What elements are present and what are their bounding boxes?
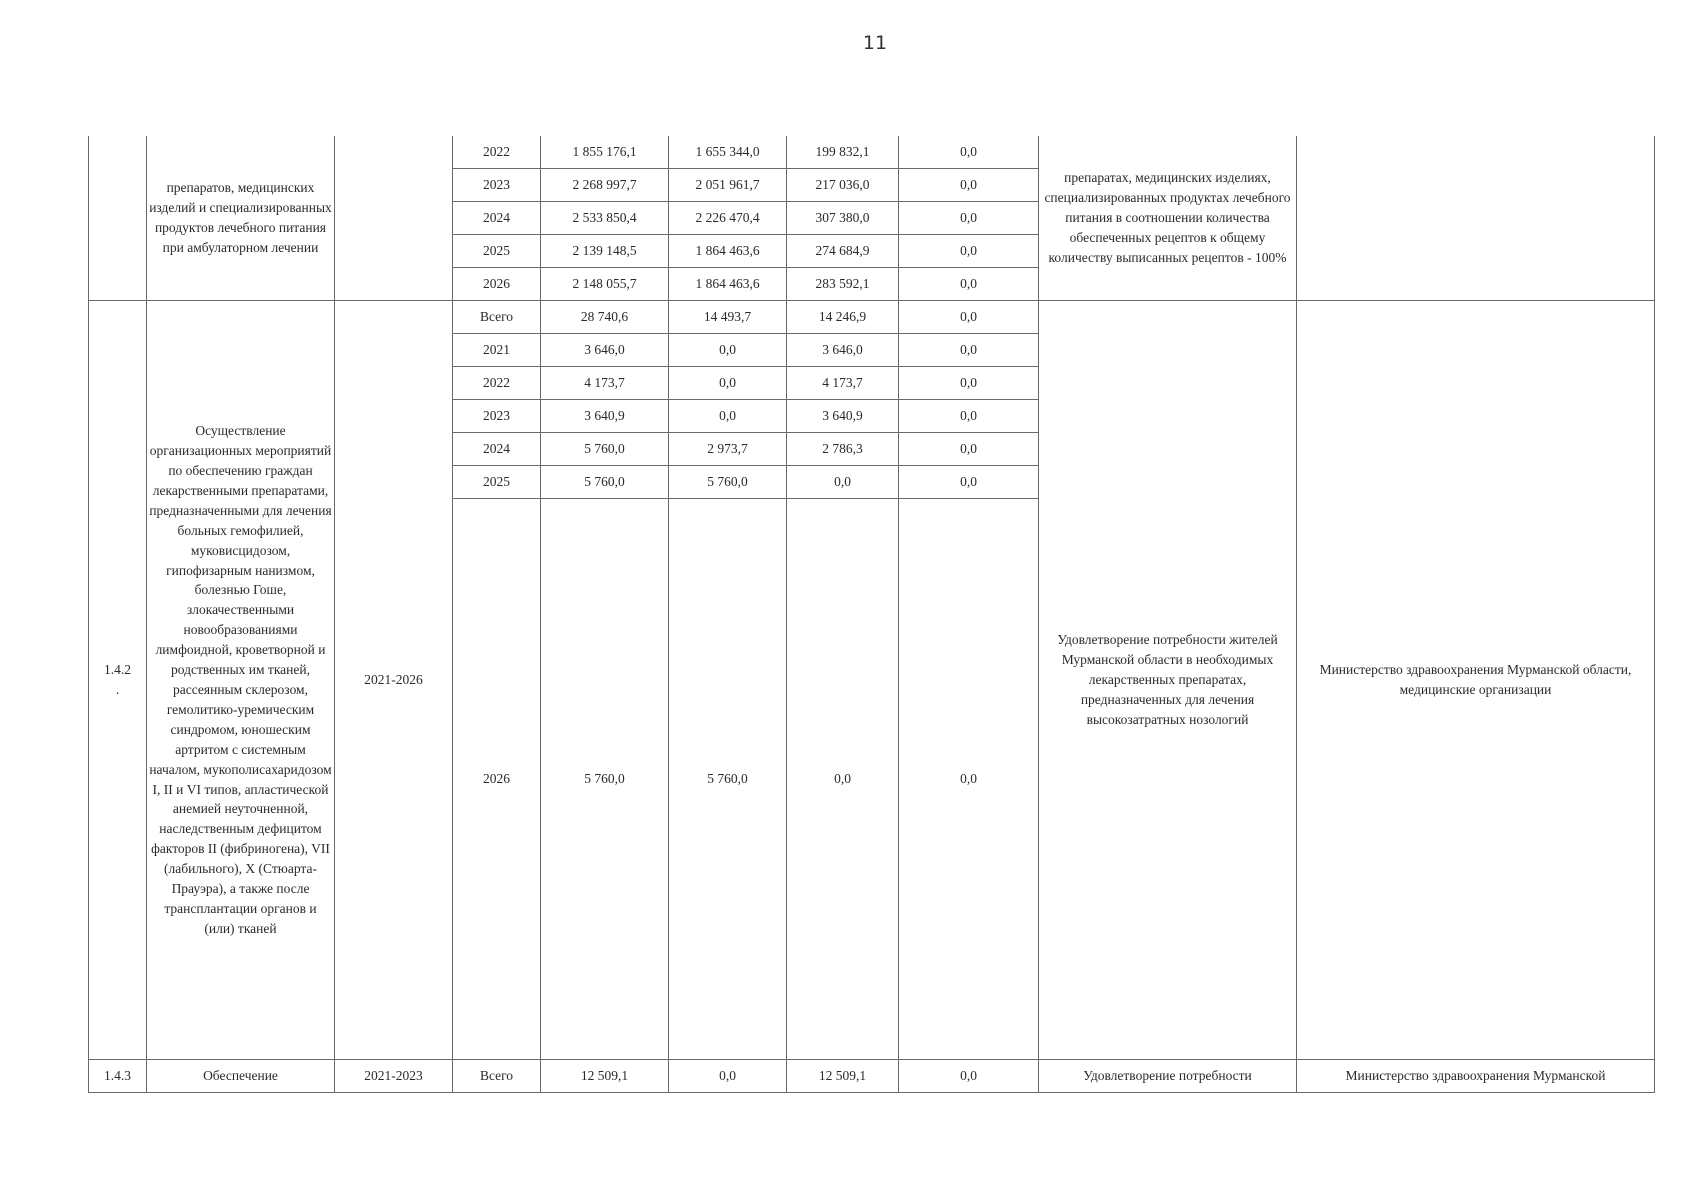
funding-cell: 0,0 bbox=[787, 499, 899, 1060]
funding-cell: 0,0 bbox=[899, 334, 1039, 367]
year-cell: 2025 bbox=[453, 235, 541, 268]
funding-cell: 0,0 bbox=[669, 367, 787, 400]
total-cell: 2 533 850,4 bbox=[541, 202, 669, 235]
funding-cell: 0,0 bbox=[899, 169, 1039, 202]
item-description: Осуществление организационных мероприятий по обеспечению граждан лекарственными препаратами, предназначенными для лечения больных гемофилией, муковисцидозом, гипофизарным нанизмом, болезнью Гоше, злокачественными новообразованиями лимфоидной, кроветворной и родственных им тканей, рассеянным склерозом, гемолитико-уремическим синдромом, юношеским артритом с системным началом, мукополисахаридозом I, II и VI типов, апластической анемией неуточненной, наследственным дефицитом факторов II (фибриногена), VII (лабильного), X (Стюарта-Прауэра), а также после трансплантации органов и (или) тканей bbox=[147, 301, 335, 1060]
funding-cell: 1 655 344,0 bbox=[669, 136, 787, 169]
total-cell: 2 139 148,5 bbox=[541, 235, 669, 268]
year-cell: 2022 bbox=[453, 136, 541, 169]
funding-cell: 2 786,3 bbox=[787, 433, 899, 466]
total-cell: 1 855 176,1 bbox=[541, 136, 669, 169]
funding-cell: 0,0 bbox=[669, 1060, 787, 1093]
page-number: 11 bbox=[862, 32, 888, 54]
funding-cell: 4 173,7 bbox=[787, 367, 899, 400]
year-cell: 2026 bbox=[453, 499, 541, 1060]
funding-cell: 3 646,0 bbox=[787, 334, 899, 367]
year-cell: 2025 bbox=[453, 466, 541, 499]
funding-cell: 3 640,9 bbox=[787, 400, 899, 433]
year-cell: 2024 bbox=[453, 433, 541, 466]
item-period: 2021-2026 bbox=[335, 301, 453, 1060]
total-cell: 3 646,0 bbox=[541, 334, 669, 367]
funding-cell: 307 380,0 bbox=[787, 202, 899, 235]
executor-cell: Министерство здравоохранения Мурманской области, медицинские организации bbox=[1297, 301, 1655, 1060]
executor-cell: Министерство здравоохранения Мурманской bbox=[1297, 1060, 1655, 1093]
year-cell: 2021 bbox=[453, 334, 541, 367]
funding-cell: 14 246,9 bbox=[787, 301, 899, 334]
funding-cell: 2 226 470,4 bbox=[669, 202, 787, 235]
table-row bbox=[89, 301, 1655, 334]
funding-cell: 14 493,7 bbox=[669, 301, 787, 334]
funding-cell: 274 684,9 bbox=[787, 235, 899, 268]
item-period: 2021-2023 bbox=[335, 1060, 453, 1093]
funding-cell: 0,0 bbox=[899, 235, 1039, 268]
year-cell: 2026 bbox=[453, 268, 541, 301]
total-cell: 12 509,1 bbox=[541, 1060, 669, 1093]
executor-cell bbox=[1297, 136, 1655, 301]
funding-cell: 0,0 bbox=[899, 268, 1039, 301]
funding-cell: 0,0 bbox=[899, 136, 1039, 169]
total-cell: 5 760,0 bbox=[541, 466, 669, 499]
table-row bbox=[89, 136, 1655, 169]
total-cell: 3 640,9 bbox=[541, 400, 669, 433]
year-cell: 2023 bbox=[453, 400, 541, 433]
funding-cell: 12 509,1 bbox=[787, 1060, 899, 1093]
funding-cell: 0,0 bbox=[899, 499, 1039, 1060]
table-row bbox=[89, 1060, 1655, 1093]
funding-cell: 0,0 bbox=[899, 400, 1039, 433]
program-activities-table bbox=[88, 136, 1655, 1093]
funding-cell: 0,0 bbox=[899, 466, 1039, 499]
item-number: 1.4.3 bbox=[89, 1060, 147, 1093]
funding-cell: 5 760,0 bbox=[669, 499, 787, 1060]
item-description: препаратов, медицинских изделий и специализированных продуктов лечебного питания при амбулаторном лечении bbox=[147, 136, 335, 301]
funding-cell: 0,0 bbox=[899, 301, 1039, 334]
total-cell: 2 148 055,7 bbox=[541, 268, 669, 301]
funding-cell: 0,0 bbox=[669, 334, 787, 367]
year-cell: 2022 bbox=[453, 367, 541, 400]
funding-cell: 0,0 bbox=[669, 400, 787, 433]
funding-cell: 1 864 463,6 bbox=[669, 235, 787, 268]
item-number-cell bbox=[89, 301, 147, 1060]
total-cell: 28 740,6 bbox=[541, 301, 669, 334]
expected-result: Удовлетворение потребности жителей Мурманской области в необходимых лекарственных препаратах, предназначенных для лечения высокозатратных нозологий bbox=[1039, 301, 1297, 1060]
funding-cell: 199 832,1 bbox=[787, 136, 899, 169]
expected-result: препаратах, медицинских изделиях, специализированных продуктах лечебного питания в соотношении количества обеспеченных рецептов к общему количеству выписанных рецептов - 100% bbox=[1039, 136, 1297, 301]
funding-cell: 0,0 bbox=[787, 466, 899, 499]
item-period bbox=[335, 136, 453, 301]
funding-cell: 2 051 961,7 bbox=[669, 169, 787, 202]
year-cell: 2024 bbox=[453, 202, 541, 235]
funding-cell: 1 864 463,6 bbox=[669, 268, 787, 301]
funding-cell: 0,0 bbox=[899, 433, 1039, 466]
total-cell: 2 268 997,7 bbox=[541, 169, 669, 202]
funding-cell: 0,0 bbox=[899, 202, 1039, 235]
item-description: Обеспечение bbox=[147, 1060, 335, 1093]
total-cell: 5 760,0 bbox=[541, 499, 669, 1060]
expected-result: Удовлетворение потребности bbox=[1039, 1060, 1297, 1093]
item-number-cell bbox=[89, 136, 147, 301]
item-number: 1.4.2 bbox=[104, 662, 131, 678]
total-cell: 5 760,0 bbox=[541, 433, 669, 466]
funding-cell: 217 036,0 bbox=[787, 169, 899, 202]
year-cell: 2023 bbox=[453, 169, 541, 202]
funding-cell: 5 760,0 bbox=[669, 466, 787, 499]
year-cell: Всего bbox=[453, 301, 541, 334]
year-cell: Всего bbox=[453, 1060, 541, 1093]
funding-cell: 0,0 bbox=[899, 367, 1039, 400]
item-number-suffix: . bbox=[115, 682, 120, 697]
total-cell: 4 173,7 bbox=[541, 367, 669, 400]
funding-cell: 283 592,1 bbox=[787, 268, 899, 301]
funding-cell: 2 973,7 bbox=[669, 433, 787, 466]
funding-cell: 0,0 bbox=[899, 1060, 1039, 1093]
